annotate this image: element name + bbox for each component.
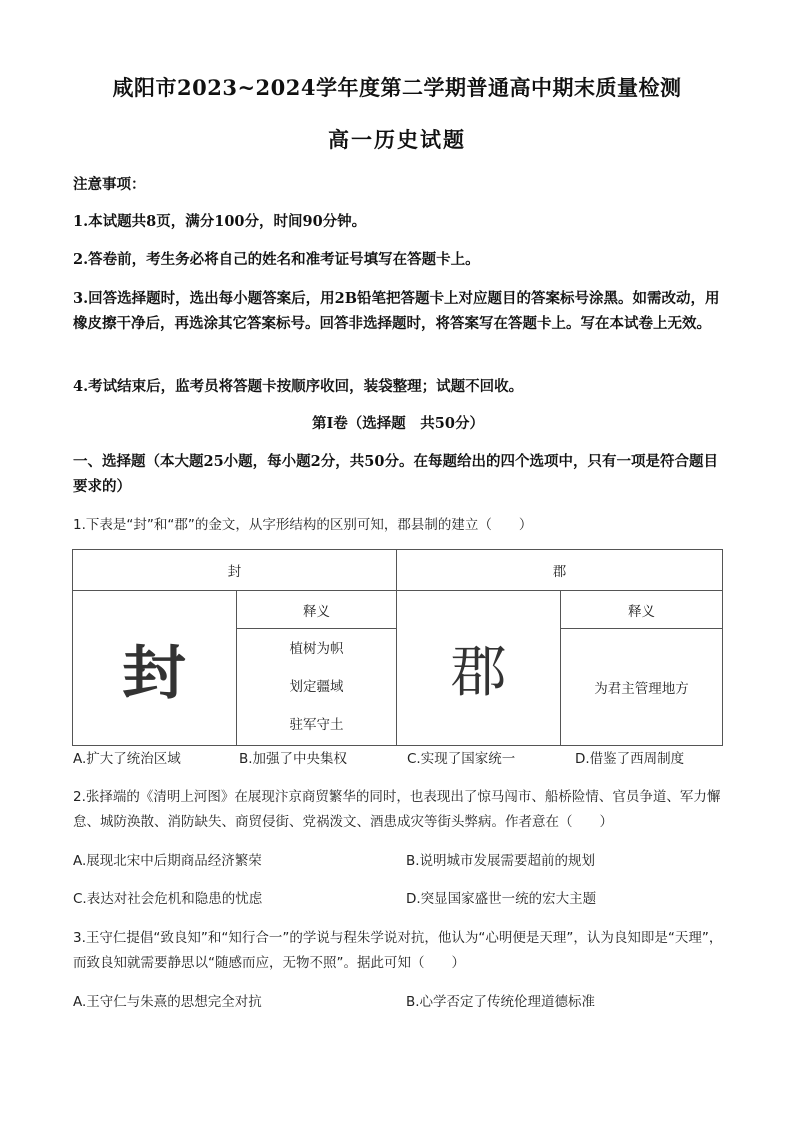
q1-option-b[interactable]: B.加强了中央集权	[239, 751, 348, 767]
q2-option-d[interactable]: D.突显国家盛世一统的宏大主题	[406, 891, 597, 907]
notice-item-2: 2.答卷前，考生务必将自己的姓名和准考证号填写在答题卡上。	[73, 251, 480, 268]
feng-meaning-label: 释义	[237, 591, 397, 629]
q2-option-c[interactable]: C.表达对社会危机和隐患的忧虑	[73, 891, 263, 907]
notice-heading: 注意事项：	[73, 176, 146, 193]
feng-meaning-1: 植树为帜	[289, 641, 344, 657]
jun-bronze-glyph: 郡	[450, 640, 507, 705]
feng-meaning-3: 驻军守土	[289, 717, 344, 733]
jun-glyph-cell	[397, 591, 561, 746]
q1-option-c[interactable]: C.实现了国家统一	[407, 751, 516, 767]
q3-option-b[interactable]: B.心学否定了传统伦理道德标准	[406, 994, 596, 1010]
table-header-feng: 封	[73, 550, 397, 591]
jun-meaning-1: 为君主管理地方	[594, 681, 689, 697]
notice-item-1: 1.本试题共8页，满分100分，时间90分钟。	[73, 213, 367, 230]
question-1-stem: 1.下表是“封”和“郡”的金文，从字形结构的区别可知，郡县制的建立（ ）	[73, 517, 533, 533]
notice-item-4: 4.考试结束后，监考员将答题卡按顺序收回，装袋整理；试题不回收。	[73, 378, 524, 395]
feng-bronze-glyph: 封	[122, 639, 187, 707]
notice-item-3: 3.回答选择题时，选出每小题答案后，用2B铅笔把答题卡上对应题目的答案标号涂黑。如需改动，用橡皮擦干净后，再选涂其它答案标号。回答非选择题时，将答案写在答题卡上。写在本试卷上无效。	[73, 290, 720, 332]
section-instruction: 一、选择题（本大题25小题，每小题2分，共50分。在每题给出的四个选项中，只有一项是符合题目要求的）	[73, 453, 718, 495]
q2-option-b[interactable]: B.说明城市发展需要超前的规划	[406, 853, 596, 869]
feng-meanings	[237, 629, 397, 746]
q1-option-a[interactable]: A.扩大了统治区域	[73, 751, 181, 767]
exam-title: 咸阳市2023~2024学年度第二学期普通高中期末质量检测	[112, 75, 682, 100]
q3-option-a[interactable]: A.王守仁与朱熹的思想完全对抗	[73, 994, 262, 1010]
feng-meaning-2: 划定疆域	[289, 679, 344, 695]
table-header-jun: 郡	[397, 550, 723, 591]
q1-option-d[interactable]: D.借鉴了西周制度	[575, 751, 685, 767]
question-2-stem: 2.张择端的《清明上河图》在展现汴京商贸繁华的同时，也表现出了惊马闯市、船桥险情、官员争道、军力懈怠、城防涣散、消防缺失、商贸侵街、党祸泼文、酒患成灾等街头弊病。作者意在（ ）	[73, 789, 721, 830]
question-3-stem: 3.王守仁提倡“致良知”和“知行合一”的学说与程朱学说对抗，他认为“心明便是天理”，认为良知即是“天理”，而致良知就需要静思以“随感而应，无物不照”。据此可知（ ）	[73, 930, 723, 971]
exam-subtitle: 高一历史试题	[328, 127, 466, 152]
q2-option-a[interactable]: A.展现北宋中后期商品经济繁荣	[73, 853, 262, 869]
feng-glyph-cell	[73, 591, 237, 746]
question-1-table	[72, 549, 723, 746]
section-title: 第Ⅰ卷（选择题 共50分）	[312, 415, 484, 432]
jun-meanings	[561, 629, 723, 746]
jun-meaning-label: 释义	[561, 591, 723, 629]
